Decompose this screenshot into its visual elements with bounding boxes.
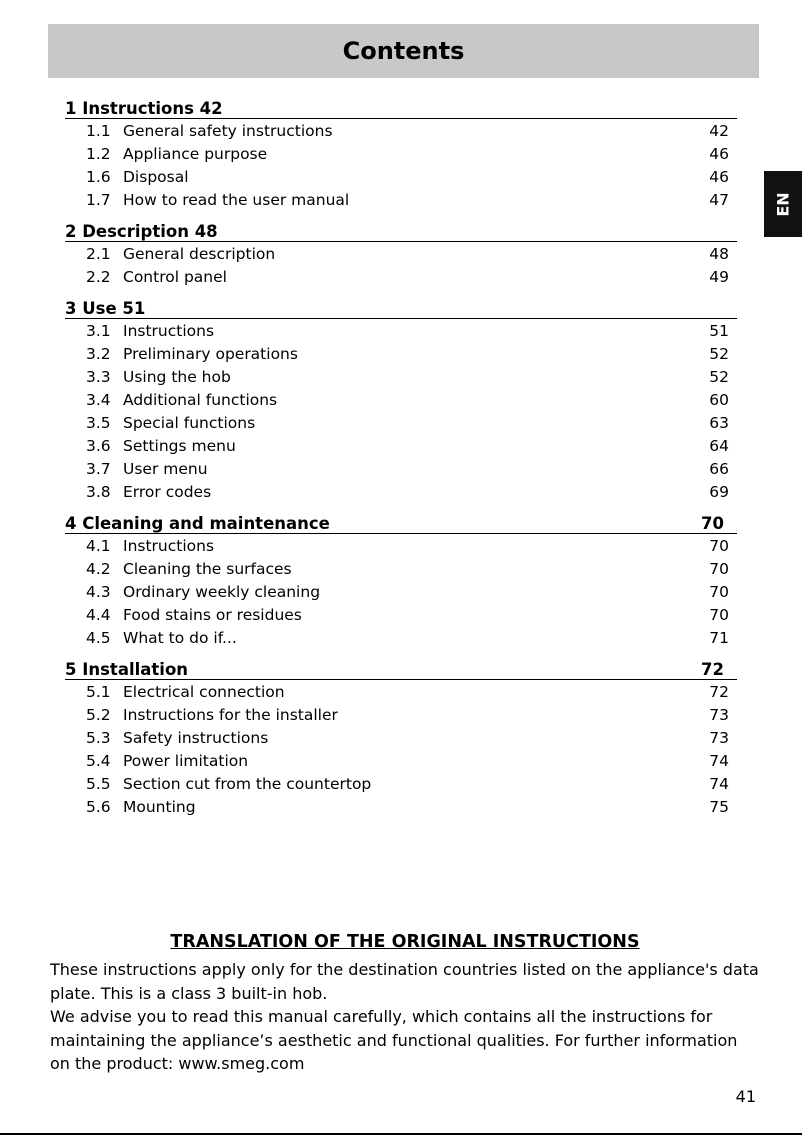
toc-section (65, 215, 737, 288)
toc-entry[interactable] (65, 342, 737, 365)
toc-entry-page: 70 (709, 582, 729, 601)
page-title: Contents (342, 37, 465, 65)
toc-section-title: 2 Description 48 (65, 222, 218, 241)
toc-entry-page: 66 (709, 459, 729, 478)
toc-entry-number: 3.1 (86, 321, 111, 340)
toc-entry-label: Settings menu (123, 436, 236, 455)
toc-section-page: 72 (701, 660, 724, 679)
toc-section-heading[interactable] (65, 653, 737, 680)
toc-entry-number: 3.6 (86, 436, 111, 455)
toc-entry[interactable] (65, 119, 737, 142)
toc-entry-page: 49 (709, 267, 729, 286)
translation-paragraph-1: These instructions apply only for the destination countries listed on the appliance's data plate. This is a class 3 built-in hob. (50, 960, 759, 1003)
toc-section-title: 4 Cleaning and maintenance (65, 514, 330, 533)
table-of-contents (65, 92, 737, 822)
toc-entry-number: 3.4 (86, 390, 111, 409)
toc-section-page: 70 (701, 514, 724, 533)
toc-entry-label: Power limitation (123, 751, 249, 770)
toc-entry-number: 4.2 (86, 559, 111, 578)
toc-section-heading[interactable] (65, 292, 737, 319)
toc-section-title: 3 Use 51 (65, 299, 146, 318)
toc-entry-number: 4.4 (86, 605, 111, 624)
toc-entry-page: 70 (709, 536, 729, 555)
toc-entry-number: 2.2 (86, 267, 111, 286)
toc-entry-label: Section cut from the countertop (123, 774, 372, 793)
toc-entry-page: 52 (709, 367, 729, 386)
translation-paragraph-2: We advise you to read this manual carefully, which contains all the instructions for maintaining the appliance’s aesthetic and functional qualities. For further information on the product: www.smeg.com (50, 1007, 738, 1073)
toc-entry[interactable] (65, 434, 737, 457)
toc-section (65, 292, 737, 503)
toc-entry-page: 75 (709, 797, 729, 816)
language-tab-label: EN (773, 191, 793, 217)
toc-entry-page: 46 (709, 167, 729, 186)
toc-entry-label: Mounting (123, 797, 196, 816)
toc-entry[interactable] (65, 703, 737, 726)
toc-entry-page: 42 (709, 121, 729, 140)
toc-entry-number: 4.3 (86, 582, 111, 601)
toc-entry[interactable] (65, 480, 737, 503)
toc-entry-page: 73 (709, 705, 729, 724)
toc-entry-label: Preliminary operations (123, 344, 298, 363)
toc-section-heading[interactable] (65, 92, 737, 119)
toc-section (65, 92, 737, 211)
toc-entry[interactable] (65, 142, 737, 165)
footer-divider (0, 1133, 802, 1135)
toc-entry-page: 63 (709, 413, 729, 432)
toc-entry-page: 71 (709, 628, 729, 647)
toc-section-heading[interactable] (65, 215, 737, 242)
toc-entry-label: Safety instructions (123, 728, 269, 747)
toc-entry-label: Using the hob (123, 367, 231, 386)
toc-entry-label: Cleaning the surfaces (123, 559, 292, 578)
toc-entry-page: 73 (709, 728, 729, 747)
toc-entry-label: How to read the user manual (123, 190, 350, 209)
contents-title-bar (48, 24, 759, 78)
translation-heading: TRANSLATION OF THE ORIGINAL INSTRUCTIONS (170, 932, 640, 952)
toc-entry-number: 3.2 (86, 344, 111, 363)
toc-entry[interactable] (65, 603, 737, 626)
toc-entry[interactable] (65, 411, 737, 434)
toc-entry[interactable] (65, 388, 737, 411)
toc-entry-number: 4.1 (86, 536, 111, 555)
toc-entry-page: 74 (709, 751, 729, 770)
toc-entry-page: 69 (709, 482, 729, 501)
toc-entry[interactable] (65, 365, 737, 388)
toc-section (65, 653, 737, 818)
toc-entry-page: 51 (709, 321, 729, 340)
toc-entry[interactable] (65, 165, 737, 188)
page-number: 41 (735, 1087, 756, 1106)
toc-entry-label: General safety instructions (123, 121, 333, 140)
toc-entry-number: 5.5 (86, 774, 111, 793)
toc-entry-number: 1.1 (86, 121, 111, 140)
toc-entry-label: Error codes (123, 482, 212, 501)
toc-entry-number: 5.6 (86, 797, 111, 816)
toc-entry-page: 70 (709, 559, 729, 578)
toc-entry-page: 64 (709, 436, 729, 455)
toc-entry[interactable] (65, 749, 737, 772)
toc-entry[interactable] (65, 457, 737, 480)
toc-entry-label: Instructions (123, 321, 215, 340)
toc-entry[interactable] (65, 795, 737, 818)
toc-entry-page: 48 (709, 244, 729, 263)
toc-entry-label: Special functions (123, 413, 256, 432)
toc-entry[interactable] (65, 772, 737, 795)
toc-entry[interactable] (65, 242, 737, 265)
toc-entry-label: Additional functions (123, 390, 278, 409)
toc-entry[interactable] (65, 726, 737, 749)
toc-entry[interactable] (65, 680, 737, 703)
toc-entry-page: 60 (709, 390, 729, 409)
toc-entry-label: Appliance purpose (123, 144, 268, 163)
toc-entry-number: 3.8 (86, 482, 111, 501)
toc-section-title: 1 Instructions 42 (65, 99, 223, 118)
toc-section-heading[interactable] (65, 507, 737, 534)
toc-entry[interactable] (65, 265, 737, 288)
toc-entry-label: Instructions for the installer (123, 705, 338, 724)
toc-entry-number: 5.3 (86, 728, 111, 747)
toc-section (65, 507, 737, 649)
toc-entry[interactable] (65, 557, 737, 580)
toc-section-title: 5 Installation (65, 660, 189, 679)
toc-entry-label: Electrical connection (123, 682, 285, 701)
toc-entry-label: Control panel (123, 267, 227, 286)
toc-entry-number: 3.5 (86, 413, 111, 432)
toc-entry-number: 3.7 (86, 459, 111, 478)
toc-entry-page: 46 (709, 144, 729, 163)
toc-entry-page: 70 (709, 605, 729, 624)
language-tab (764, 171, 802, 237)
toc-entry-number: 5.4 (86, 751, 111, 770)
toc-entry-page: 47 (709, 190, 729, 209)
toc-entry-label: Disposal (123, 167, 189, 186)
toc-entry-number: 5.2 (86, 705, 111, 724)
toc-entry-label: What to do if... (123, 628, 237, 647)
toc-entry-label: Instructions (123, 536, 215, 555)
toc-entry-label: User menu (123, 459, 208, 478)
toc-entry-label: Ordinary weekly cleaning (123, 582, 321, 601)
toc-entry-number: 2.1 (86, 244, 111, 263)
toc-entry-page: 52 (709, 344, 729, 363)
toc-entry-label: Food stains or residues (123, 605, 302, 624)
toc-entry[interactable] (65, 626, 737, 649)
toc-entry-label: General description (123, 244, 276, 263)
toc-entry-number: 1.6 (86, 167, 111, 186)
toc-entry-number: 1.7 (86, 190, 111, 209)
toc-entry-number: 4.5 (86, 628, 111, 647)
toc-entry-number: 1.2 (86, 144, 111, 163)
toc-entry-number: 5.1 (86, 682, 111, 701)
toc-entry-page: 74 (709, 774, 729, 793)
translation-notice (50, 932, 760, 1076)
toc-entry-number: 3.3 (86, 367, 111, 386)
toc-entry[interactable] (65, 188, 737, 211)
toc-entry-page: 72 (709, 682, 729, 701)
toc-entry[interactable] (65, 319, 737, 342)
toc-entry[interactable] (65, 534, 737, 557)
toc-entry[interactable] (65, 580, 737, 603)
